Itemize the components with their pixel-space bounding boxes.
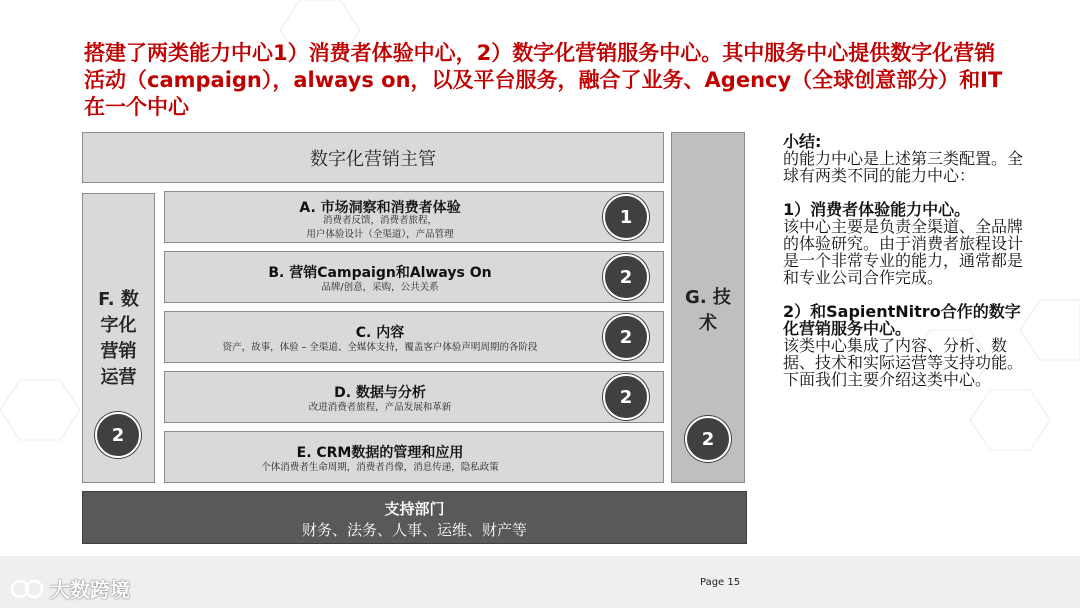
row-badge: 2 <box>603 374 649 420</box>
headline: 搭建了两类能力中心1）消费者体验中心，2）数字化营销服务中心。其中服务中心提供数字化营销活动（campaign），always on，以及平台服务，融合了业务、Agency（全球创意部分）和IT在一个中心 <box>84 41 1003 119</box>
row-desc-line1: 改进消费者旅程，产品发展和革新 <box>308 402 452 413</box>
row-desc-line1: 消费者反馈，消费者旅程， <box>322 215 437 226</box>
capability-row-c <box>164 311 664 363</box>
summary-intro: 的能力中心是上述第三类配置。全球有两类不同的能力中心： <box>783 149 1024 185</box>
row-title: E. CRM数据的管理和应用 <box>296 445 464 461</box>
technology-badge: 2 <box>685 416 731 462</box>
watermark-icon <box>10 578 44 600</box>
technology-box <box>671 132 745 483</box>
summary-heading: 小结: <box>783 132 822 151</box>
row-badge: 2 <box>603 254 649 300</box>
row-desc-line1: 资产，故事，体验 – 全渠道、全媒体支持，覆盖客户体验声明周期的各阶段 <box>222 342 538 353</box>
support-departments-box <box>82 491 747 544</box>
capability-row-a <box>164 191 664 243</box>
row-desc-line1: 品牌/创意，采购，公共关系 <box>321 282 439 293</box>
capability-row-b <box>164 251 664 303</box>
capability-row-e <box>164 431 664 483</box>
operations-badge: 2 <box>95 412 141 458</box>
summary-point1-title: 1）消费者体验能力中心。 <box>783 200 971 219</box>
summary-point2-body: 该类中心集成了内容、分析、数据、技术和实际运营等支持功能。下面我们主要介绍这类中心。 <box>783 336 1024 389</box>
row-title: D. 数据与分析 <box>334 385 426 401</box>
capability-row-d <box>164 371 664 423</box>
digital-marketing-head-label: 数字化营销主管 <box>310 148 436 170</box>
row-title: A. 市场洞察和消费者体验 <box>299 200 461 216</box>
row-desc-line1: 个体消费者生命周期，消费者肖像，消息传递，隐私政策 <box>261 462 499 473</box>
support-subtitle: 财务、法务、人事、运维、财产等 <box>301 521 527 539</box>
row-badge: 2 <box>603 314 649 360</box>
row-title: C. 内容 <box>355 325 405 341</box>
operations-label: F. 数 字化 营销 运营 <box>98 289 139 388</box>
digital-marketing-operations-box <box>82 193 155 483</box>
watermark-text: 大数跨境 <box>50 578 130 602</box>
row-desc-line2: 用户体验设计（全渠道），产品管理 <box>306 229 454 240</box>
watermark-logo <box>10 574 130 603</box>
digital-marketing-head-box <box>82 132 664 183</box>
support-title: 支持部门 <box>384 500 445 518</box>
row-badge: 1 <box>603 194 649 240</box>
footer-band <box>0 556 1080 608</box>
summary-point1-body: 该中心主要是负责全渠道、全品牌的体验研究。由于消费者旅程设计是一个非常专业的能力，通常都是和专业公司合作完成。 <box>783 217 1024 287</box>
summary-point2-title: 2）和SapientNitro合作的数字化营销服务中心。 <box>783 302 1021 338</box>
summary-panel <box>783 133 1033 388</box>
row-title: B. 营销Campaign和Always On <box>268 265 492 281</box>
technology-label: G. 技 术 <box>685 287 731 334</box>
page-number: Page 15 <box>700 577 741 588</box>
